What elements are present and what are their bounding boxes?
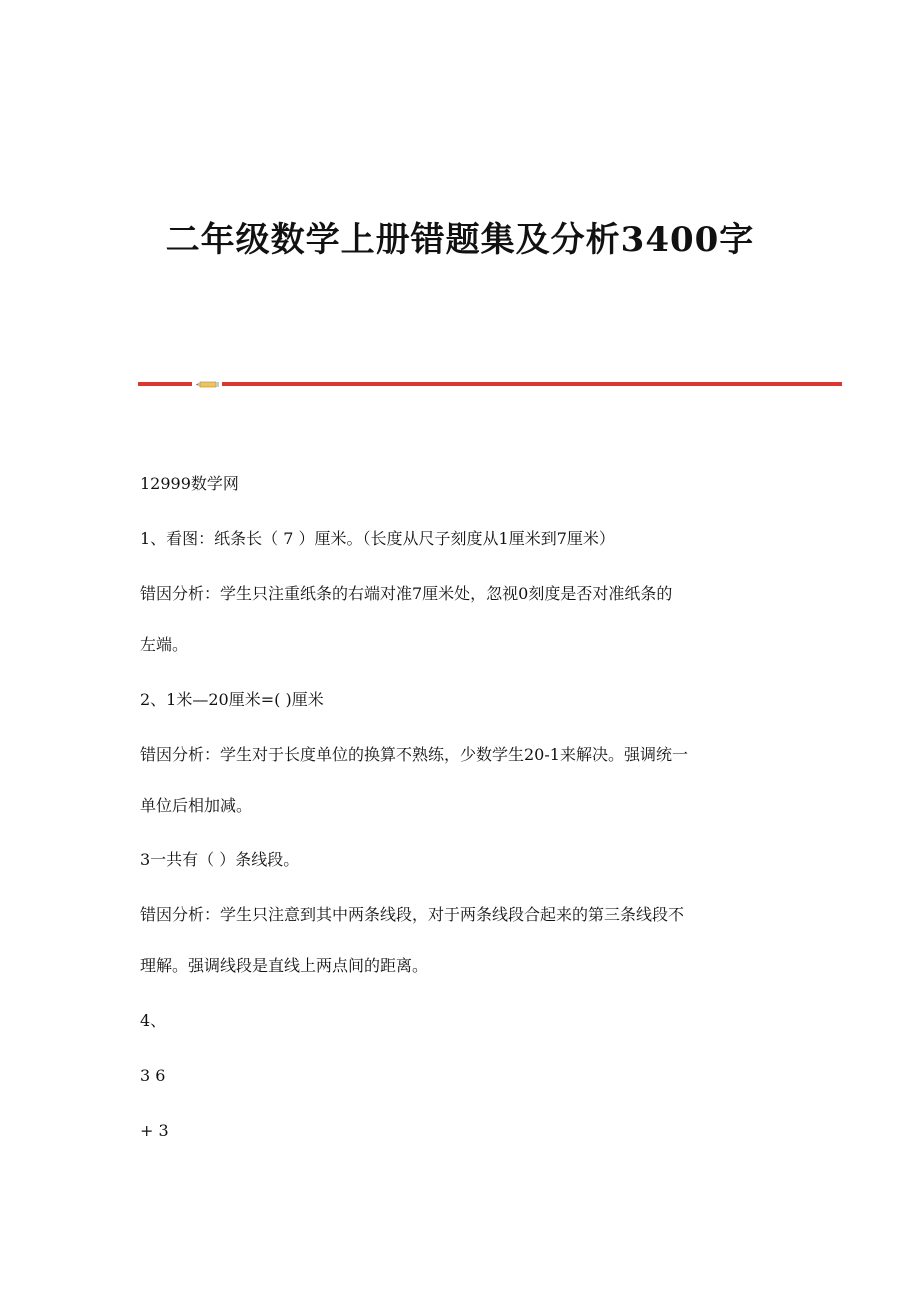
analysis-1-line-2: 左端。 (140, 635, 189, 654)
analysis-2-line-1: 错因分析：学生对于长度单位的换算不熟练，少数学生20-1来解决。强调统一 (140, 745, 688, 764)
divider-bar-left (138, 382, 192, 386)
analysis-2-line-2: 单位后相加减。 (140, 796, 253, 815)
analysis-1-line-1: 错因分析：学生只注重纸条的右端对准7厘米处，忽视0刻度是否对准纸条的 (140, 584, 673, 603)
analysis-3-line-1: 错因分析：学生只注意到其中两条线段，对于两条线段合起来的第三条线段不 (140, 905, 685, 924)
question-4-operand-top: 3 6 (140, 1066, 166, 1085)
source-label: 12999数学网 (140, 474, 239, 493)
question-4-operand-bottom: + 3 (140, 1121, 169, 1140)
analysis-3-line-2: 理解。强调线段是直线上两点间的距离。 (140, 956, 429, 975)
title-divider (138, 379, 842, 389)
question-4-label: 4、 (140, 1011, 167, 1030)
question-2: 2、1米—20厘米=( )厘米 (140, 690, 324, 709)
question-3: 3一共有（ ）条线段。 (140, 850, 300, 869)
pencil-icon (196, 379, 220, 389)
question-1: 1、看图：纸条长（ 7 ）厘米。（长度从尺子刻度从1厘米到7厘米） (140, 529, 615, 548)
document-title: 二年级数学上册错题集及分析3400字 (165, 220, 755, 260)
divider-bar-right (222, 382, 842, 386)
